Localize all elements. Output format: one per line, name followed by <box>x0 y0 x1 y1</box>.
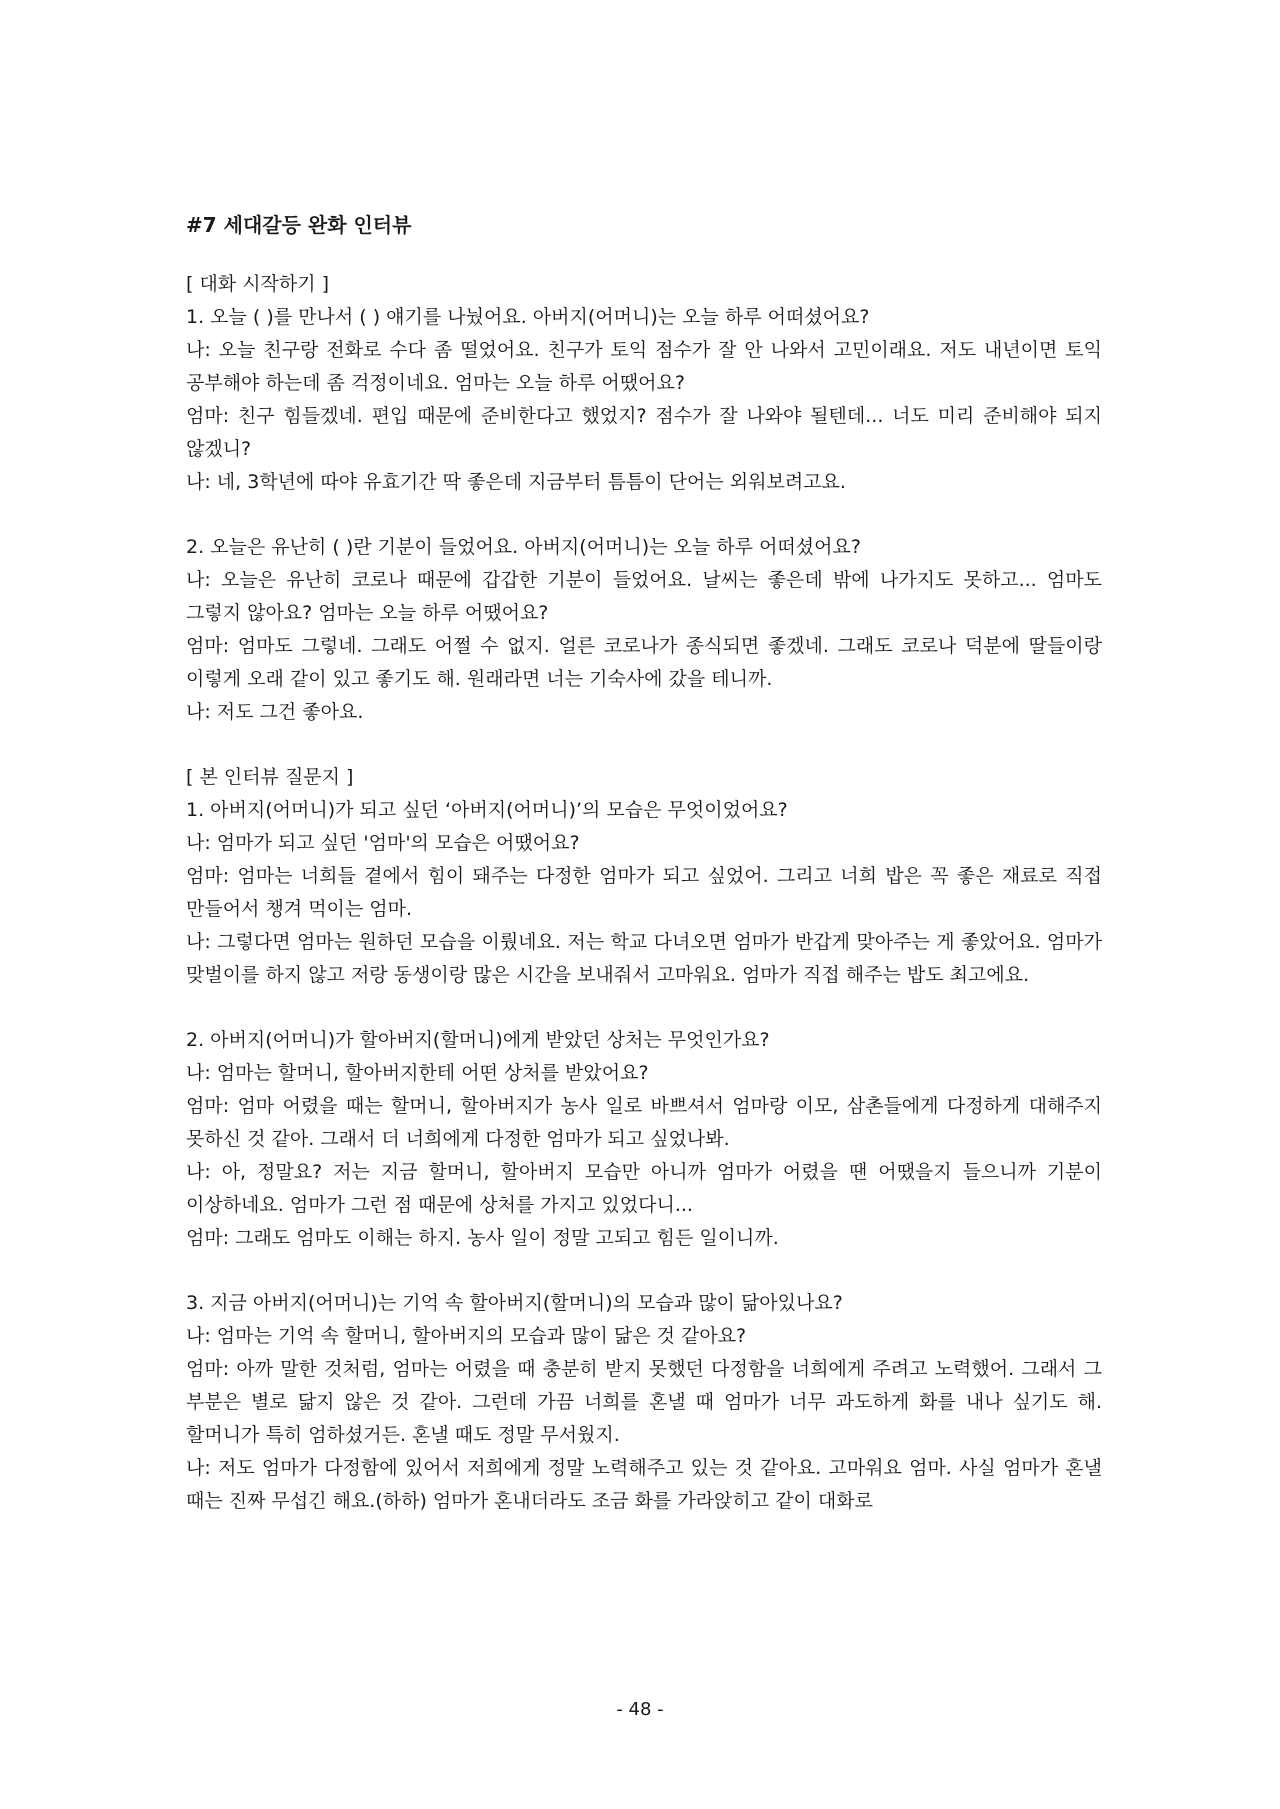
qa-block <box>186 301 1102 499</box>
dialogue-line: 나: 엄마는 기억 속 할머니, 할아버지의 모습과 많이 닮은 것 같아요? <box>186 1325 747 1347</box>
dialogue-line: 나: 저도 엄마가 다정함에 있어서 저희에게 정말 노력해주고 있는 것 같아요. 고마워요 엄마. 사실 엄마가 혼낼 때는 진짜 무섭긴 해요.(하하) 엄마가 혼내더라도 조금 화를 가라앉히고 같이 대화로 <box>186 1457 1102 1512</box>
dialogue-line: 나: 아, 정말요? 저는 지금 할머니, 할아버지 모습만 아니까 엄마가 어렸을 땐 어땠을지 들으니까 기분이 이상하네요. 엄마가 그런 점 때문에 상처를 가지고 있었다니... <box>186 1161 1102 1216</box>
document-title: #7 세대갈등 완화 인터뷰 <box>186 213 412 237</box>
dialogue-line: 엄마: 친구 힘들겠네. 편입 때문에 준비한다고 했었지? 점수가 잘 나와야 될텐데... 너도 미리 준비해야 되지 않겠니? <box>186 405 1102 460</box>
question-text: 2. 오늘은 유난히 ( )란 기분이 들었어요. 아버지(어머니)는 오늘 하루 어떠셨어요? <box>186 536 861 558</box>
qa-block <box>186 1287 1102 1518</box>
document-page <box>186 210 1102 1550</box>
question-text: 3. 지금 아버지(어머니)는 기억 속 할아버지(할머니)의 모습과 많이 닮아있나요? <box>186 1292 843 1314</box>
dialogue-line: 엄마: 엄마는 너희들 곁에서 힘이 돼주는 다정한 엄마가 되고 싶었어. 그리고 너희 밥은 꼭 좋은 재료로 직접 만들어서 챙겨 먹이는 엄마. <box>186 865 1102 920</box>
dialogue-line: 나: 그렇다면 엄마는 원하던 모습을 이뤘네요. 저는 학교 다녀오면 엄마가 반갑게 맞아주는 게 좋았어요. 엄마가 맞벌이를 하지 않고 저랑 동생이랑 많은 시간을 보내줘서 고마워요. 엄마가 직접 해주는 밥도 최고에요. <box>186 931 1102 986</box>
dialogue-line: 엄마: 그래도 엄마도 이해는 하지. 농사 일이 정말 고되고 힘든 일이니까. <box>186 1227 779 1249</box>
section-conversation-start <box>186 268 1102 729</box>
dialogue-line: 엄마: 엄마 어렸을 때는 할머니, 할아버지가 농사 일로 바쁘셔서 엄마랑 이모, 삼촌들에게 다정하게 대해주지 못하신 것 같아. 그래서 더 너희에게 다정한 엄마가 되고 싶었나봐. <box>186 1095 1103 1150</box>
question-text: 2. 아버지(어머니)가 할아버지(할머니)에게 받았던 상처는 무엇인가요? <box>186 1029 770 1051</box>
dialogue-line: 엄마: 엄마도 그렇네. 그래도 어쩔 수 없지. 얼른 코로나가 종식되면 좋겠네. 그래도 코로나 덕분에 딸들이랑 이렇게 오래 같이 있고 좋기도 해. 원래라면 너는 기숙사에 갔을 테니까. <box>186 635 1102 690</box>
dialogue-line: 엄마: 아까 말한 것처럼, 엄마는 어렸을 때 충분히 받지 못했던 다정함을 너희에게 주려고 노력했어. 그래서 그 부분은 별로 닮지 않은 것 같아. 그런데 가끔 너희를 혼낼 때 엄마가 너무 과도하게 화를 내나 싶기도 해. 할머니가 특히 엄하셨거든. 혼낼 때도 정말 무서웠지. <box>186 1358 1102 1446</box>
qa-block <box>186 531 1102 729</box>
question-text: 1. 오늘 ( )를 만나서 ( ) 얘기를 나눴어요. 아버지(어머니)는 오늘 하루 어떠셨어요? <box>186 306 870 328</box>
dialogue-line: 나: 엄마가 되고 싶던 '엄마'의 모습은 어땠어요? <box>186 832 580 854</box>
section-heading: [ 대화 시작하기 ] <box>186 273 330 295</box>
dialogue-line: 나: 오늘은 유난히 코로나 때문에 갑갑한 기분이 들었어요. 날씨는 좋은데 밖에 나가지도 못하고... 엄마도 그렇지 않아요? 엄마는 오늘 하루 어땠어요? <box>186 569 1102 624</box>
section-main-interview <box>186 761 1102 1518</box>
dialogue-line: 나: 오늘 친구랑 전화로 수다 좀 떨었어요. 친구가 토익 점수가 잘 안 나와서 고민이래요. 저도 내년이면 토익 공부해야 하는데 좀 걱정이네요. 엄마는 오늘 하루 어땠어요? <box>186 339 1102 394</box>
question-text: 1. 아버지(어머니)가 되고 싶던 ‘아버지(어머니)’의 모습은 무엇이었어요? <box>186 799 788 821</box>
qa-block <box>186 794 1102 992</box>
qa-block <box>186 1024 1102 1255</box>
dialogue-line: 나: 엄마는 할머니, 할아버지한테 어떤 상처를 받았어요? <box>186 1062 649 1084</box>
page-number: - 48 - <box>616 1699 664 1720</box>
section-heading: [ 본 인터뷰 질문지 ] <box>186 766 354 788</box>
dialogue-line: 나: 저도 그건 좋아요. <box>186 701 364 723</box>
dialogue-line: 나: 네, 3학년에 따야 유효기간 딱 좋은데 지금부터 틈틈이 단어는 외워보려고요. <box>186 471 846 493</box>
